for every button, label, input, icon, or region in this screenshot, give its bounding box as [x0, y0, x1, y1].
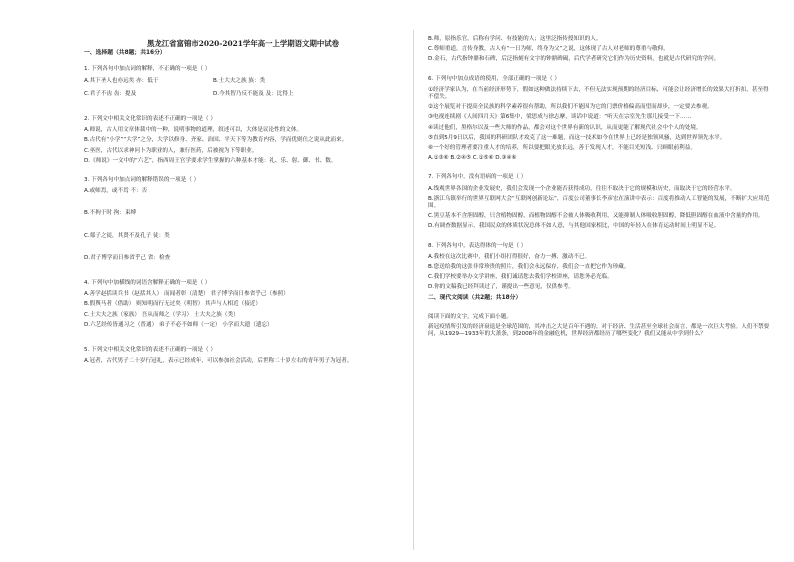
option-c: C.士大夫之族（家族） 吾从而师之（学习） 士大夫之族（类）: [84, 311, 239, 318]
option-d: D.有调查数据显示，我国民众的体质状况总体不如人意，与其他国家相比，中国的年轻人在体育运动时间上明显不足。: [428, 223, 720, 230]
option-c: C.郯子之徒，其贤不及孔子 徒：类: [84, 232, 170, 239]
question-8: [428, 243, 770, 292]
question-3: [84, 177, 402, 262]
question-stem: 2. 下列文中相关文化常识的表述不正确的一项是（ ）: [84, 116, 216, 123]
question-2: [84, 116, 402, 165]
question-stem: 3. 下列各句中加点词的解释错误的一项是（ ）: [84, 177, 200, 184]
option-d: D.今其智乃反不能及 及：比得上: [213, 90, 294, 97]
option-b: B.假舆马者（借助） 则知明而行无过矣（明智） 其声与人相近（接近）: [84, 301, 261, 308]
option-a: A.或师焉，或不焉 不：否: [84, 188, 148, 195]
option-b: B.不拘于时 拘：束缚: [84, 210, 137, 217]
statement-5: ⑤直到5月9日以后，我国的科研团队才攻克了这一难题，而这一技术如今在世界上已经是独领风骚，达到世界领先水平。: [428, 134, 726, 141]
option-b: B.士大夫之族 族：类: [213, 77, 266, 84]
question-stem: 1. 下列各句中加点词的解释，不正确的一项是（ ）: [84, 66, 211, 73]
option-c: C.黑豆基本不含胆固醇，只含植物固醇，而植物固醇不会被人体吸收利用，又能抑制人体吸收胆固醇，降低胆固醇在血液中含量的作用。: [428, 213, 764, 220]
option-a: A.冠者，古代男子二十岁行冠礼，表示已经成年，可以参加社会活动，后世称二十岁左右的青年男子为冠者。: [84, 358, 353, 365]
question-5: [84, 347, 402, 365]
option-c: C.我们学校要举办文学讲座，我们诚请您去我们学校讲座，请您务必光临。: [428, 274, 613, 281]
answer-options: A.①③⑥ B.②④⑤ C.①⑤⑥ D.③④⑥: [428, 155, 517, 162]
option-c: C.君子不齿 齿：提及: [84, 90, 137, 97]
option-d: D.《师说》一文中的“六艺”，指西周王官学要求学生掌握的六种基本才能：礼、乐、射、御、书、数。: [84, 157, 337, 164]
option-b: B.古代有“小学”“大学”之分，大学以修身、齐家、治国、平天下等为教育内容，学而优则仕之说从此而来。: [84, 137, 348, 144]
option-b: B.师，原指乐官，后称有学问、有技能的人；这里泛指传授知识的人。: [428, 36, 602, 42]
question-stem: 4. 下列句中加横线的词语含解释正确的一项是（ ）: [84, 280, 211, 287]
option-b: B.浙江乌镇举行的世界互联网大会“互联网创新论坛”，百度公司董事长李彦宏在演讲中表示：百度将推动人工智能的发展，不断扩大应用范围。: [428, 195, 770, 210]
option-d: D.君子博学而日参省乎己 省：检查: [84, 254, 171, 261]
option-d: D.你的文稿我已经拜读过了，谨提出一些意见，仅供参考。: [428, 284, 574, 291]
question-6: [428, 76, 770, 163]
question-stem: 8. 下列各句中，表达得体的一句是（ ）: [428, 242, 527, 249]
reading-passage: 新冠疫情所引发的经济衰退是全球范围的，其冲击之大是百年不遇的。对于经济、生活甚至全球社会而言，都是一次巨大考验。人们不禁要问，从1929—1933年的大萧条，到2008年的金融危机，世界经济都经历了哪些变化？我们又能从中学到什么？: [428, 324, 770, 338]
reading-intro: 阅读下面的文字，完成下面小题。: [428, 313, 512, 320]
options-grid: [84, 78, 402, 104]
option-a: A.其下圣人也亦远矣 亦：低于: [84, 77, 159, 84]
option-d: D.六艺经传皆通习之（普通） 弟子不必不如师（一定） 小学而大遗（遗忘）: [84, 321, 273, 328]
options-list: [84, 188, 402, 262]
option-a: A.师说，古人用文章体裁中的一种，说明事物的道理，叙述可以，大体是议论性的文体。: [84, 127, 303, 134]
question-stem: 7. 下列各句中，没有语病的一项是（ ）: [428, 174, 527, 181]
option-c: C.巫医，古代以求神问卜为职业的人，兼行医药，后被视为下等职业。: [84, 147, 258, 154]
option-a: A.善学赵括读兵书（赵括其人） 而闻者彰（清楚） 君子博学而日参省乎己（参照）: [84, 291, 289, 298]
statement-3: ③电视连续剧《人间四月天》第6集中，梁思成与徐志摩，谈话中说道：“听天在宗室先生那儿接受一下……: [428, 114, 692, 121]
option-a: A.我校在这次比赛中，我们小组打得很好，奋力一搏，激动不已。: [428, 253, 591, 260]
question-stem: 6. 下列句中加点成语的使用，全部正确的一项是（ ）: [428, 75, 560, 82]
statement-2: ②这个展览对于提高全民族的科学素养很有帮助，所以我们不能因为它的门票价格偏高而望而却步，一定要去参观。: [428, 104, 713, 111]
option-a: A.线观世界各国的企业发展史，我们会发现一个企业能否获得成功，往往不取决于它的规模和历史，而取决于它的经营水平。: [428, 185, 736, 192]
question-4: [84, 280, 402, 329]
section-heading-choice: 一、选择题（共8题；共16分）: [84, 50, 166, 57]
page-title: 黑龙江省富锦市2020-2021学年高一上学期语文期中试卷: [146, 39, 340, 48]
statement-4: ④读过他们，黑格尔以及一些大师的作品，都会对这个世界有新的认识，从而更能了解现代社会中个人的处境。: [428, 124, 702, 131]
question-stem: 5. 下列文中相关文化常识的表述不正确的一项是（ ）: [84, 347, 216, 354]
option-b: B.您送给我的这张非常珍贵的照片，我们会永远保存，我们会一直把它作为珍藏。: [428, 264, 630, 271]
option-d: D.金石，古代指钟鼎和石碑，后泛指刻有文字的钟鼎碑碣，后代学者研究它们作为历史资料，也就是古代研究的学问。: [428, 56, 720, 63]
column-divider: [413, 30, 414, 550]
question-1: [84, 66, 402, 104]
statement-1: ①经济学家认为，在当前经济形势下，假如这种做法持续下去，不但无法实现预期的经济目标，可能会让经济增长的效果大打折扣，甚至得不偿失。: [428, 86, 769, 101]
right-column: [428, 36, 770, 341]
section-heading-reading: 二、现代文阅读（共2题；共18分）: [428, 294, 522, 301]
question-7: [428, 174, 770, 230]
option-c: C.尊师重道，言传身教，古人有“一日为师，终身为父”之说，这体现了古人对老师的尊重与敬仰。: [428, 46, 669, 53]
left-column: [84, 36, 402, 368]
statement-6: ⑥一个好的管理者要注重人才的培养，所以要把眼光放长远，善于发现人才，不能目光短浅、只顾眼前利益。: [428, 145, 696, 152]
